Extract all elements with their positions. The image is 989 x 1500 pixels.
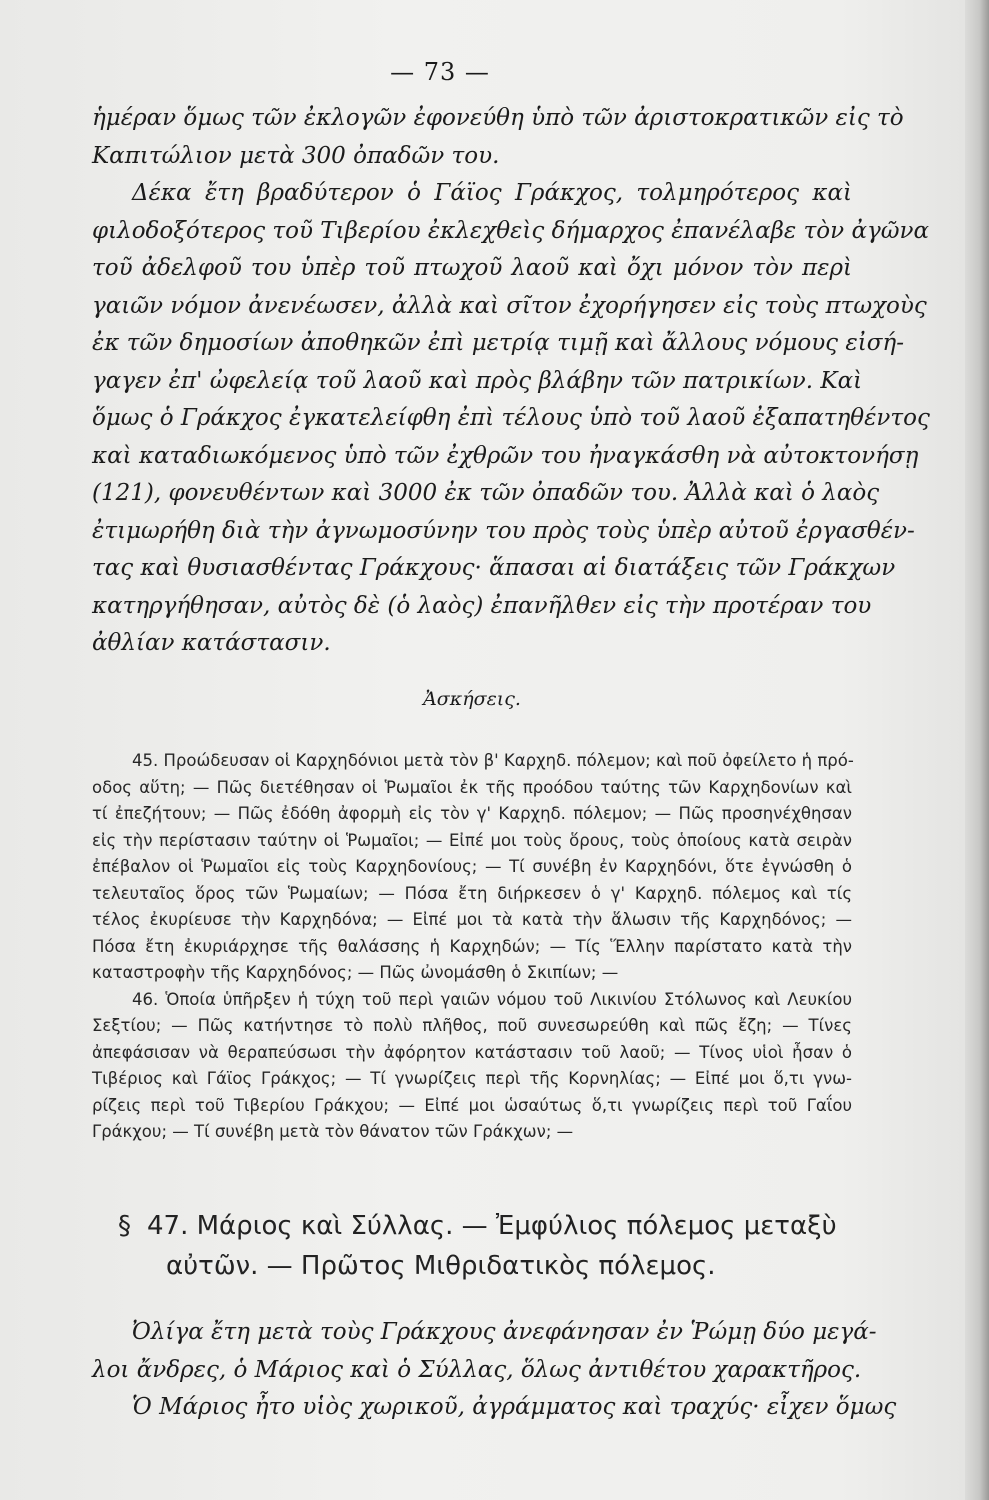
exercise-line: Γράκχου; — Τί συνέβη μετὰ τὸν θάνατον τῶν Γράκχων; — (92, 1122, 574, 1141)
exercise-line: τελευταῖος ὅρος τῶν Ῥωμαίων; — Πόσα ἔτη διήρκεσεν ὁ γ' Καρχηδ. πόλεμος καὶ τίς (92, 883, 852, 903)
exercises-block (92, 748, 852, 1146)
exercise-line: 45. Προώδευσαν οἱ Καρχηδόνιοι μετὰ τὸν β' Καρχηδ. πόλεμον; καὶ ποῦ ὀφείλετο ἡ πρό- (132, 751, 854, 770)
exercise-line: ρίζεις περὶ τοῦ Τιβερίου Γράκχου; — Εἰπέ μοι ὡσαύτως ὅ,τι γνωρίζεις περὶ τοῦ Γαΐου (92, 1095, 852, 1115)
exercise-line: ἐπέβαλον οἱ Ῥωμαῖοι εἰς τοὺς Καρχηδονίους; — Τί συνέβη ἐν Καρχηδόνι, ὅτε ἐγνώσθη ὁ (92, 857, 852, 876)
text-line: γαιῶν νόμον ἀνενέωσεν, ἀλλὰ καὶ σῖτον ἐχορήγησεν εἰς τοὺς πτωχοὺς (92, 292, 927, 319)
text-line: φιλοδοξότερος τοῦ Τιβερίου ἐκλεχθεὶς δήμαρχος ἐπανέλαβε τὸν ἀγῶνα (92, 217, 929, 244)
text-line: Δέκα ἔτη βραδύτερον ὁ Γάϊος Γράκχος, τολμηρότερος καὶ (132, 180, 852, 206)
section-symbol: § (118, 1211, 131, 1241)
text-line: ἐκ τῶν δημοσίων ἀποθηκῶν ἐπὶ μετρίᾳ τιμῇ καὶ ἄλλους νόμους εἰσή- (92, 330, 904, 356)
exercise-line: Σεξτίου; — Πῶς κατήντησε τὸ πολὺ πλῆθος, ποῦ συνεσωρεύθη καὶ πῶς ἔζη; — Τίνες (92, 1016, 852, 1035)
narrative-paragraph-1 (92, 100, 930, 663)
narrative-paragraph-2 (92, 1314, 897, 1427)
exercise-line: Τιβέριος καὶ Γάϊος Γράκχος; — Τί γνωρίζεις περὶ τῆς Κορνηλίας; — Εἰπέ μοι ὅ,τι γνω- (92, 1069, 852, 1088)
section-title-line-1: 47. Μάριος καὶ Σύλλας. — Ἐμφύλιος πόλεμος μεταξὺ (147, 1211, 837, 1241)
exercise-line: Πόσα ἔτη ἐκυριάρχησε τῆς θαλάσσης ἡ Καρχηδών; — Τίς Ἕλλην παρίστατο κατὰ τὴν (92, 936, 852, 956)
text-line: γαγεν ἐπ' ὠφελείᾳ τοῦ λαοῦ καὶ πρὸς βλάβην τῶν πατρικίων. Καὶ (92, 367, 863, 394)
section-heading (118, 1206, 838, 1286)
text-line: Ὁ Μάριος ἦτο υἱὸς χωρικοῦ, ἀγράμματος καὶ τραχύς· εἶχεν ὅμως (132, 1394, 897, 1420)
text-line: ἀθλίαν κατάστασιν. (92, 630, 331, 656)
exercise-line: τί ἐπεζήτουν; — Πῶς ἐδόθη ἀφορμὴ εἰς τὸν γ' Καρχηδ. πόλεμον; — Πῶς προσηνέχθησαν (92, 804, 852, 823)
section-title-line-2: αὐτῶν. — Πρῶτος Μιθριδατικὸς πόλεμος. (166, 1251, 716, 1281)
page-number: — 73 — (390, 58, 490, 86)
exercise-line: 46. Ὁποία ὑπῆρξεν ἡ τύχη τοῦ περὶ γαιῶν νόμου τοῦ Λικινίου Στόλωνος καὶ Λευκίου (132, 989, 852, 1009)
text-line: Ὀλίγα ἔτη μετὰ τοὺς Γράκχους ἀνεφάνησαν ἐν Ῥώμῃ δύο μεγά- (132, 1319, 877, 1345)
exercise-line: καταστροφὴν τῆς Καρχηδόνος; — Πῶς ὠνομάσθη ὁ Σκιπίων; — (92, 963, 619, 982)
exercise-line: οδος αὕτη; — Πῶς διετέθησαν οἱ Ῥωμαῖοι ἐκ τῆς προόδου ταύτης τῶν Καρχηδονίων καὶ (92, 777, 852, 797)
text-line: ἐτιμωρήθη διὰ τὴν ἀγνωμοσύνην του πρὸς τοὺς ὑπὲρ αὐτοῦ ἐργασθέν- (92, 517, 915, 544)
text-line: τας καὶ θυσιασθέντας Γράκχους· ἅπασαι αἱ διατάξεις τῶν Γράκχων (92, 555, 896, 581)
exercise-line: ἀπεφάσισαν νὰ θεραπεύσωσι τὴν ἀφόρητον κατάστασιν τοῦ λαοῦ; — Τίνος υἱοὶ ἦσαν ὁ (92, 1042, 852, 1062)
text-line: (121), φονευθέντων καὶ 3000 ἐκ τῶν ὀπαδῶν του. Ἀλλὰ καὶ ὁ λαὸς (92, 480, 880, 506)
text-line: λοι ἄνδρες, ὁ Μάριος καὶ ὁ Σύλλας, ὅλως ἀντιθέτου χαρακτῆρος. (92, 1356, 862, 1383)
exercises-heading: Ἀσκήσεις. (423, 688, 521, 710)
exercise-line: τέλος ἐκυρίευσε τὴν Καρχηδόνα; — Εἰπέ μοι τὰ κατὰ τὴν ἅλωσιν τῆς Καρχηδόνος; — (92, 910, 852, 929)
text-line: καὶ καταδιωκόμενος ὑπὸ τῶν ἐχθρῶν του ἠναγκάσθη νὰ αὐτοκτονήσῃ (92, 442, 919, 469)
text-line: ὅμως ὁ Γράκχος ἐγκατελείφθη ἐπὶ τέλους ὑπὸ τοῦ λαοῦ ἐξαπατηθέντος (92, 405, 930, 431)
text-line: ἡμέραν ὅμως τῶν ἐκλογῶν ἐφονεύθη ὑπὸ τῶν ἀριστοκρατικῶν εἰς τὸ (92, 105, 904, 131)
exercise-line: εἰς τὴν περίστασιν ταύτην οἱ Ῥωμαῖοι; — Εἰπέ μοι τοὺς ὅρους, τοὺς ὁποίους κατὰ σειρὰν (92, 830, 852, 850)
book-spine-shadow (965, 0, 989, 1500)
text-line: Καπιτώλιον μετὰ 300 ὀπαδῶν του. (92, 142, 500, 169)
text-line: τοῦ ἀδελφοῦ του ὑπὲρ τοῦ πτωχοῦ λαοῦ καὶ ὄχι μόνον τὸν περὶ (92, 255, 852, 281)
text-line: κατηργήθησαν, αὐτὸς δὲ (ὁ λαὸς) ἐπανῆλθεν εἰς τὴν προτέραν του (92, 592, 872, 619)
